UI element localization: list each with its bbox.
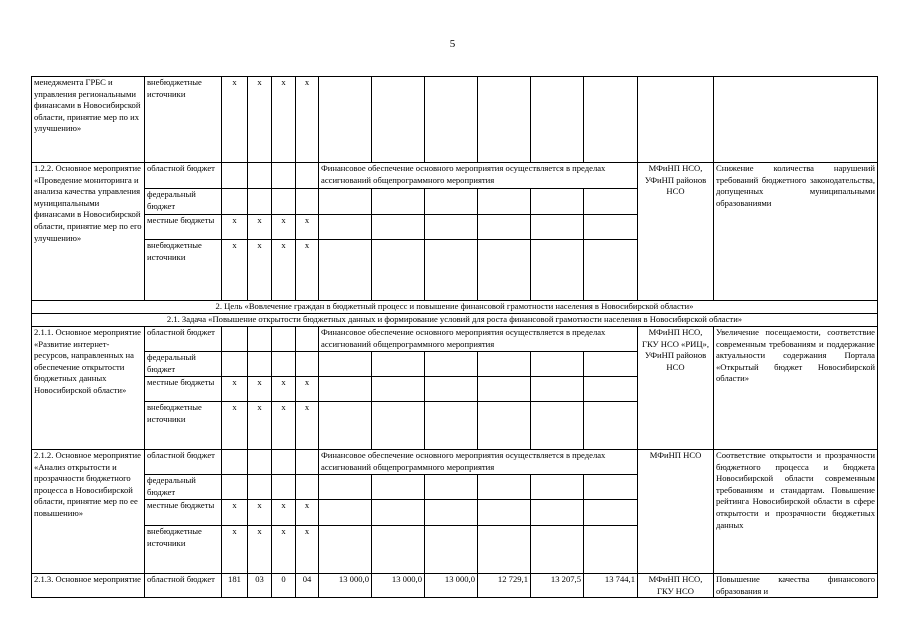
amount-cell: [478, 526, 531, 574]
activity-name: менеджмента ГРБС и управления региональными финансами в Новосибирской области, принятие мер по их улучшению»: [32, 77, 145, 163]
funding-source: внебюджетные источники: [145, 526, 222, 574]
code-cell: х: [296, 500, 319, 526]
amount-cell: [478, 240, 531, 301]
result-cell: Соответствие открытости и прозрачности бюджетного процесса и бюджета Новосибирской области современным требованиям и стандартам. Повышение рейтинга Новосибирской области в сфере открытости и прозрачности бюджетных данных: [714, 450, 878, 574]
code-cell: [272, 475, 296, 500]
table-row: [32, 163, 878, 189]
code-cell: х: [248, 402, 272, 450]
amount-cell: [425, 352, 478, 377]
table-row: [32, 77, 878, 163]
amount-cell: [425, 402, 478, 450]
funding-source: внебюджетные источники: [145, 240, 222, 301]
code-cell: [272, 352, 296, 377]
amount-cell: [584, 475, 638, 500]
code-cell: [296, 189, 319, 215]
code-cell: х: [296, 77, 319, 163]
code-cell: [296, 163, 319, 189]
financing-note: Финансовое обеспечение основного мероприятия осуществляется в пределах ассигнований общепрограммного мероприятия: [319, 450, 638, 475]
table-row: [32, 327, 878, 352]
funding-source: федеральный бюджет: [145, 189, 222, 215]
code-cell: [222, 327, 248, 352]
funding-source: местные бюджеты: [145, 377, 222, 402]
table-row: [32, 574, 878, 598]
amount-cell: [584, 526, 638, 574]
amount-cell: [478, 377, 531, 402]
result-cell: Снижение количества нарушений требований бюджетного законодательства, допущенных муниципальными образованиями: [714, 163, 878, 301]
amount-cell: [372, 77, 425, 163]
code-cell: х: [272, 377, 296, 402]
code-cell: [248, 475, 272, 500]
amount-cell: [531, 240, 584, 301]
code-cell: х: [248, 240, 272, 301]
goal-heading: 2. Цель «Вовлечение граждан в бюджетный процесс и повышение финансовой грамотности населения в Новосибирской области»: [32, 301, 878, 314]
amount-cell: [425, 475, 478, 500]
amount-cell: [584, 500, 638, 526]
code-cell: х: [222, 402, 248, 450]
amount-cell: [319, 215, 372, 240]
code-cell: [296, 475, 319, 500]
funding-source: федеральный бюджет: [145, 352, 222, 377]
amount-cell: [478, 402, 531, 450]
funding-source: областной бюджет: [145, 327, 222, 352]
program-table: [31, 76, 878, 598]
code-cell: [272, 327, 296, 352]
amount-cell: [531, 500, 584, 526]
funding-source: местные бюджеты: [145, 500, 222, 526]
code-cell: 04: [296, 574, 319, 598]
code-cell: х: [222, 526, 248, 574]
activity-name: 2.1.2. Основное мероприятие «Анализ открытости и прозрачности бюджетного процесса в Новосибирской области, принятие мер по ее повышению»: [32, 450, 145, 574]
funding-source: областной бюджет: [145, 450, 222, 475]
amount-cell: [584, 402, 638, 450]
amount-cell: [372, 189, 425, 215]
amount-cell: [425, 526, 478, 574]
amount-cell: [372, 475, 425, 500]
amount-cell: [372, 377, 425, 402]
code-cell: [222, 475, 248, 500]
financing-note: Финансовое обеспечение основного мероприятия осуществляется в пределах ассигнований общепрограммного мероприятия: [319, 327, 638, 352]
amount-cell: [478, 500, 531, 526]
amount-cell: [531, 475, 584, 500]
code-cell: х: [296, 526, 319, 574]
page-number: 5: [449, 38, 456, 50]
code-cell: х: [272, 240, 296, 301]
amount-cell: [319, 240, 372, 301]
amount-cell: [319, 352, 372, 377]
amount-cell: [478, 475, 531, 500]
code-cell: [296, 450, 319, 475]
executor-cell: МФиНП НСО: [638, 450, 714, 574]
funding-source: внебюджетные источники: [145, 402, 222, 450]
amount-cell: [584, 215, 638, 240]
executor-cell: МФиНП НСО, ГКУ НСО «РИЦ», УФиНП районов НСО: [638, 327, 714, 450]
code-cell: х: [296, 402, 319, 450]
amount-cell: [584, 240, 638, 301]
amount-cell: [319, 500, 372, 526]
financing-note: Финансовое обеспечение основного мероприятия осуществляется в пределах ассигнований общепрограммного мероприятия: [319, 163, 638, 189]
amount-cell: [319, 402, 372, 450]
executor-cell: МФиНП НСО, УФиНП районов НСО: [638, 163, 714, 301]
amount-cell: [372, 240, 425, 301]
amount-cell: 12 729,1: [478, 574, 531, 598]
result-cell: [714, 77, 878, 163]
activity-name: 2.1.1. Основное мероприятие «Развитие интернет-ресурсов, направленных на обеспечение открытости бюджетных данных Новосибирской области»: [32, 327, 145, 450]
amount-cell: [531, 77, 584, 163]
funding-source: областной бюджет: [145, 163, 222, 189]
code-cell: х: [296, 215, 319, 240]
code-cell: 03: [248, 574, 272, 598]
code-cell: х: [222, 77, 248, 163]
amount-cell: 13 207,5: [531, 574, 584, 598]
table-row: [32, 314, 878, 327]
code-cell: х: [272, 526, 296, 574]
code-cell: [222, 352, 248, 377]
code-cell: х: [222, 240, 248, 301]
code-cell: х: [272, 500, 296, 526]
code-cell: [296, 327, 319, 352]
funding-source: местные бюджеты: [145, 215, 222, 240]
code-cell: [222, 163, 248, 189]
amount-cell: [372, 402, 425, 450]
code-cell: [296, 352, 319, 377]
amount-cell: [531, 189, 584, 215]
amount-cell: [531, 377, 584, 402]
amount-cell: [478, 352, 531, 377]
code-cell: 181: [222, 574, 248, 598]
table-row: [32, 450, 878, 475]
amount-cell: [372, 500, 425, 526]
amount-cell: [425, 377, 478, 402]
code-cell: [248, 163, 272, 189]
amount-cell: [478, 215, 531, 240]
code-cell: [272, 163, 296, 189]
activity-name: 1.2.2. Основное мероприятие «Проведение мониторинга и анализа качества управления муниципальными финансами в Новосибирской области, принятие мер по его улучшению»: [32, 163, 145, 301]
code-cell: [222, 450, 248, 475]
code-cell: [272, 450, 296, 475]
amount-cell: [425, 215, 478, 240]
code-cell: х: [248, 377, 272, 402]
amount-cell: [425, 77, 478, 163]
amount-cell: [531, 215, 584, 240]
amount-cell: [372, 352, 425, 377]
amount-cell: 13 000,0: [319, 574, 372, 598]
amount-cell: [319, 526, 372, 574]
task-heading: 2.1. Задача «Повышение открытости бюджетных данных и формирование условий для роста финансовой грамотности населения в Новосибирской области»: [32, 314, 878, 327]
amount-cell: [319, 475, 372, 500]
code-cell: 0: [272, 574, 296, 598]
amount-cell: 13 000,0: [425, 574, 478, 598]
result-cell: Повышение качества финансового образования и: [714, 574, 878, 598]
amount-cell: [372, 215, 425, 240]
amount-cell: [531, 526, 584, 574]
amount-cell: [319, 77, 372, 163]
code-cell: х: [272, 77, 296, 163]
amount-cell: [531, 352, 584, 377]
amount-cell: [372, 526, 425, 574]
amount-cell: [584, 352, 638, 377]
code-cell: [272, 189, 296, 215]
activity-name: 2.1.3. Основное мероприятие: [32, 574, 145, 598]
amount-cell: 13 744,1: [584, 574, 638, 598]
code-cell: [248, 352, 272, 377]
code-cell: [222, 189, 248, 215]
amount-cell: [531, 402, 584, 450]
amount-cell: [478, 189, 531, 215]
executor-cell: МФиНП НСО, ГКУ НСО: [638, 574, 714, 598]
amount-cell: [425, 500, 478, 526]
amount-cell: [319, 377, 372, 402]
amount-cell: [584, 189, 638, 215]
amount-cell: [584, 377, 638, 402]
code-cell: [248, 327, 272, 352]
code-cell: х: [248, 500, 272, 526]
result-cell: Увеличение посещаемости, соответствие современным требованиям и поддержание актуальности содержания Портала «Открытый бюджет Новосибирской области»: [714, 327, 878, 450]
code-cell: х: [296, 240, 319, 301]
funding-source: областной бюджет: [145, 574, 222, 598]
funding-source: внебюджетные источники: [145, 77, 222, 163]
code-cell: х: [248, 77, 272, 163]
amount-cell: [584, 77, 638, 163]
code-cell: х: [248, 215, 272, 240]
funding-source: федеральный бюджет: [145, 475, 222, 500]
code-cell: х: [296, 377, 319, 402]
amount-cell: [478, 77, 531, 163]
amount-cell: [319, 189, 372, 215]
amount-cell: [425, 240, 478, 301]
code-cell: х: [222, 215, 248, 240]
amount-cell: [425, 189, 478, 215]
executor-cell: [638, 77, 714, 163]
code-cell: х: [222, 500, 248, 526]
table-row: [32, 301, 878, 314]
code-cell: х: [248, 526, 272, 574]
code-cell: [248, 189, 272, 215]
code-cell: х: [272, 402, 296, 450]
amount-cell: 13 000,0: [372, 574, 425, 598]
code-cell: х: [222, 377, 248, 402]
code-cell: х: [272, 215, 296, 240]
code-cell: [248, 450, 272, 475]
